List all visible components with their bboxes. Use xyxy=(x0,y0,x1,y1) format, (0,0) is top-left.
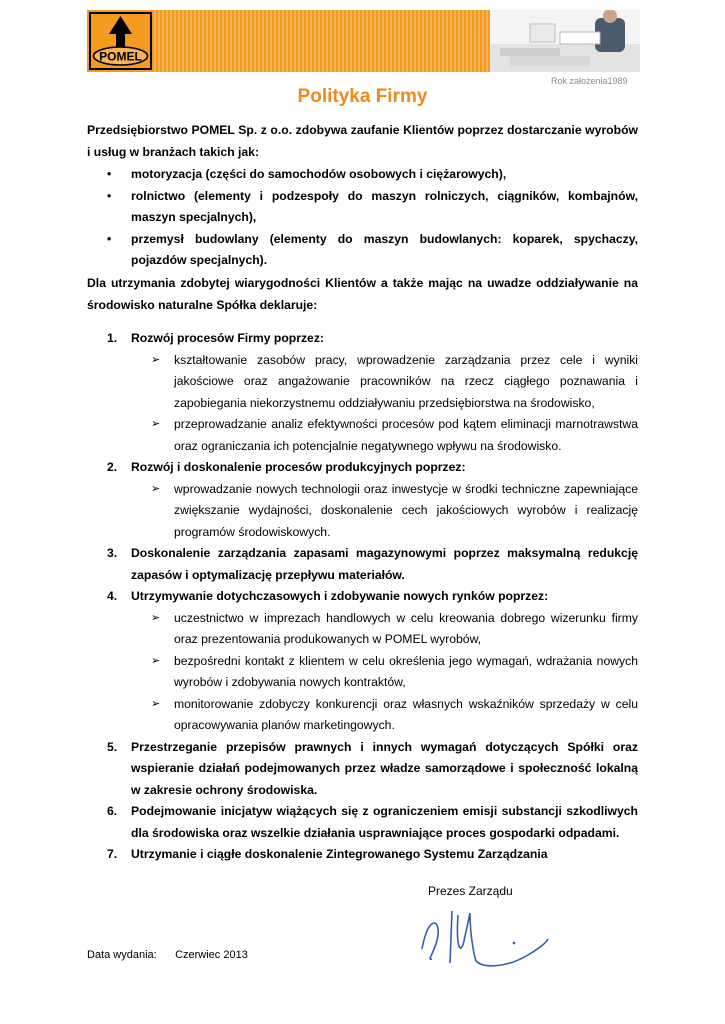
policy-item-heading: Doskonalenie zarządzania zapasami magazynowymi poprzez maksymalną redukcję zapasów i optymalizację przepływu materiałów. xyxy=(131,546,638,582)
policy-item-number: 4. xyxy=(107,589,118,603)
policy-item xyxy=(87,457,638,543)
policy-subitems xyxy=(131,479,638,544)
policy-subitems xyxy=(131,350,638,458)
policy-item-number: 5. xyxy=(107,739,118,754)
policy-subitem: ➢ monitorowanie zdobyczy konkurencji oraz własnych wskaźników sprzedaży w celu opracowywania planów marketingowych. xyxy=(131,694,638,737)
issue-label: Data wydania: xyxy=(87,949,157,961)
policy-subitem: ➢ przeprowadzanie analiz efektywności procesów pod kątem eliminacji marnotrawstwa oraz ograniczania ich potencjalnie negatywnego wpływu na środowisko. xyxy=(131,414,638,457)
policy-item xyxy=(87,328,638,457)
declaration-text: Dla utrzymania zdobytej wiarygodności Klientów a także mając na uwadze oddziaływanie na środowisko naturalne Spółka deklaruje: xyxy=(87,276,638,312)
intro-section xyxy=(87,120,638,163)
signature-title: Prezes Zarządu xyxy=(428,884,513,898)
signature xyxy=(418,905,558,975)
industry-item: • rolnictwo (elementy i podzespoły do maszyn rolniczych, ciągników, kombajnów, maszyn specjalnych), xyxy=(87,186,638,229)
policy-item xyxy=(87,737,638,802)
policy-list xyxy=(87,328,638,866)
policy-subitems xyxy=(131,608,638,737)
policy-item-heading: Utrzymanie i ciągłe doskonalenie Zintegrowanego Systemu Zarządzania xyxy=(131,847,548,861)
policy-item-number: 1. xyxy=(107,331,118,345)
policy-item xyxy=(87,801,638,844)
pomel-logo xyxy=(87,10,154,72)
policy-item-number: 7. xyxy=(107,847,118,861)
industries-list xyxy=(87,164,638,272)
policy-item-number: 3. xyxy=(107,546,118,560)
founded-note: Rok założenia1989 xyxy=(551,76,628,86)
logo-text: POMEL xyxy=(99,49,142,64)
declaration-section xyxy=(87,273,638,316)
policy-item xyxy=(87,844,638,866)
header-banner xyxy=(152,10,492,72)
policy-item-heading: Utrzymywanie dotychczasowych i zdobywanie nowych rynków poprzez: xyxy=(131,589,549,603)
policy-item-heading: Podejmowanie inicjatyw wiążących się z ograniczeniem emisji substancji szkodliwych dla środowiska oraz wszelkie działania usprawniające proces gospodarki odpadami. xyxy=(131,804,638,840)
page-title: Polityka Firmy xyxy=(297,86,428,107)
intro-text: Przedsiębiorstwo POMEL Sp. z o.o. zdobywa zaufanie Klientów poprzez dostarczanie wyrobów i usług w branżach takich jak: xyxy=(87,123,638,159)
policy-subitem: ➢ bezpośredni kontakt z klientem w celu określenia jego wymagań, wdrażania nowych wyrobów i zdobywania nowych kontraktów, xyxy=(131,651,638,694)
policy-item-heading: Przestrzeganie przepisów prawnych i innych wymagań dotyczących Spółki oraz wspieranie działań podejmowanych przez władze samorządowe i społeczność lokalną w zakresie ochrony środowiska. xyxy=(131,739,638,797)
policy-subitem: ➢ uczestnictwo w imprezach handlowych w celu kreowania dobrego wizerunku firmy oraz prezentowania produkowanych w POMEL wyrobów, xyxy=(131,608,638,651)
policy-item xyxy=(87,586,638,737)
policy-item-heading: Rozwój i doskonalenie procesów produkcyjnych poprzez: xyxy=(131,460,466,474)
policy-subitem: ➢ kształtowanie zasobów pracy, wprowadzenie zarządzania przez cele i wyniki jakościowe oraz angażowanie pracowników na rzecz ciągłego poznawania i zapobiegania niekorzystnemu oddziaływaniu przedsiębiorstwa na środowisko, xyxy=(131,350,638,415)
issue-date xyxy=(87,949,248,961)
policy-item-number: 6. xyxy=(107,804,118,818)
header-photo xyxy=(490,10,640,72)
policy-item xyxy=(87,543,638,586)
policy-subitem: ➢ wprowadzanie nowych technologii oraz inwestycje w środki techniczne zapewniające zwiększanie wydajności, doskonalenie cech jakościowych wyrobów i realizację programów środowiskowych. xyxy=(131,479,638,544)
issue-value: Czerwiec 2013 xyxy=(175,949,248,961)
policy-item-number: 2. xyxy=(107,460,118,474)
industry-item: • przemysł budowlany (elementy do maszyn budowlanych: koparek, spychaczy, pojazdów specjalnych). xyxy=(87,229,638,272)
policy-item-heading: Rozwój procesów Firmy poprzez: xyxy=(131,331,324,345)
industry-item: • motoryzacja (części do samochodów osobowych i ciężarowych), xyxy=(87,164,638,186)
